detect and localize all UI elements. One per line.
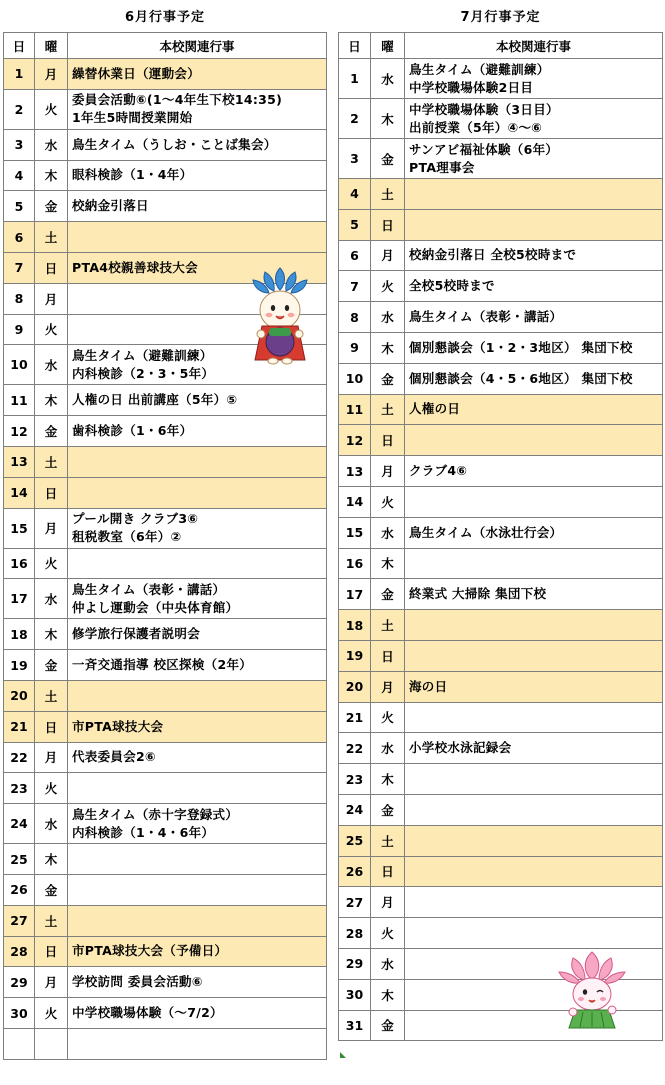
weekday-cell: 月	[371, 887, 405, 918]
event-text: 仲よし運動会（中央体育館）	[72, 599, 239, 615]
table-row	[4, 680, 327, 711]
events-cell	[405, 179, 663, 210]
event-text: 校納金引落日	[72, 198, 149, 214]
events-cell	[405, 702, 663, 733]
table-row	[339, 394, 663, 425]
day-cell: 8	[339, 302, 371, 333]
table-row	[339, 733, 663, 764]
day-cell: 22	[339, 733, 371, 764]
day-cell: 13	[4, 446, 35, 477]
weekday-cell: 土	[371, 610, 405, 641]
day-cell: 23	[4, 773, 35, 804]
day-cell: 30	[4, 998, 35, 1029]
weekday-cell: 木	[35, 844, 68, 875]
event-text: 内科検診（1・4・6年）	[72, 824, 215, 840]
event-text: 市PTA球技大会（予備日）	[72, 943, 228, 959]
events-cell	[405, 59, 663, 99]
day-cell: 10	[339, 363, 371, 394]
weekday-cell: 金	[35, 416, 68, 447]
weekday-cell: 日	[35, 252, 68, 283]
event-text: 個別懇談会（4・5・6地区） 集団下校	[409, 370, 633, 386]
event-text: 終業式 大掃除 集団下校	[409, 586, 547, 602]
events-cell	[405, 99, 663, 139]
day-cell: 13	[339, 456, 371, 487]
table-row	[4, 967, 327, 998]
day-cell: 12	[339, 425, 371, 456]
weekday-cell: 日	[371, 209, 405, 240]
weekday-cell: 金	[371, 139, 405, 179]
day-cell: 18	[339, 610, 371, 641]
events-cell	[405, 456, 663, 487]
events-cell	[405, 302, 663, 333]
day-cell: 18	[4, 619, 35, 650]
event-text: 鳥生タイム（うしお・ことば集会）	[72, 136, 277, 152]
events-cell	[68, 967, 327, 998]
weekday-cell: 日	[371, 640, 405, 671]
events-cell	[68, 619, 327, 650]
july-table	[338, 32, 663, 1041]
weekday-cell: 金	[371, 579, 405, 610]
events-cell	[68, 129, 327, 160]
weekday-cell: 土	[371, 825, 405, 856]
weekday-cell: 木	[35, 160, 68, 191]
events-cell	[68, 936, 327, 967]
table-row	[339, 179, 663, 210]
event-text: 修学旅行保護者説明会	[72, 626, 201, 642]
day-cell: 4	[339, 179, 371, 210]
table-row	[4, 416, 327, 447]
day-cell: 14	[4, 477, 35, 508]
table-row	[4, 905, 327, 936]
events-cell	[68, 1028, 327, 1059]
weekday-cell: 水	[35, 804, 68, 844]
weekday-cell: 火	[371, 271, 405, 302]
table-row	[4, 650, 327, 681]
event-text: 鳥生タイム（水泳壮行会）	[409, 524, 563, 540]
weekday-cell: 土	[371, 179, 405, 210]
june-title: 6月行事予定	[124, 10, 206, 25]
events-cell	[405, 486, 663, 517]
table-row	[4, 446, 327, 477]
event-text: PTA理事会	[409, 159, 475, 175]
event-text: 人権の日 出前講座（5年）⑤	[72, 392, 238, 408]
day-cell: 9	[4, 314, 35, 345]
day-cell: 21	[339, 702, 371, 733]
day-cell: 20	[339, 671, 371, 702]
table-row	[339, 486, 663, 517]
event-text: プール開き クラブ3⑥	[72, 511, 199, 527]
weekday-cell: 金	[35, 874, 68, 905]
weekday-cell: 水	[35, 579, 68, 619]
day-cell: 17	[4, 579, 35, 619]
events-cell	[68, 385, 327, 416]
weekday-cell: 水	[35, 129, 68, 160]
events-cell	[68, 874, 327, 905]
day-cell: 30	[339, 979, 371, 1010]
day-cell: 26	[4, 874, 35, 905]
table-row	[4, 89, 327, 129]
event-text: 海の日	[409, 678, 448, 694]
weekday-cell: 火	[35, 773, 68, 804]
table-row	[4, 742, 327, 773]
weekday-cell: 月	[35, 742, 68, 773]
events-cell	[405, 825, 663, 856]
day-cell: 8	[4, 283, 35, 314]
june-schedule	[3, 4, 327, 1060]
table-row	[339, 517, 663, 548]
event-text: 鳥生タイム（表彰・講話）	[409, 309, 563, 325]
weekday-cell	[35, 1028, 68, 1059]
day-cell: 27	[339, 887, 371, 918]
day-cell: 9	[339, 332, 371, 363]
day-cell: 2	[339, 99, 371, 139]
day-cell: 29	[339, 948, 371, 979]
events-cell	[405, 209, 663, 240]
events-cell	[405, 671, 663, 702]
day-cell: 1	[4, 59, 35, 90]
table-row	[339, 363, 663, 394]
weekday-cell: 土	[35, 222, 68, 253]
event-text: 中学校職場体験（～7/2）	[72, 1005, 223, 1021]
day-cell: 16	[339, 548, 371, 579]
table-row	[4, 619, 327, 650]
table-row	[4, 773, 327, 804]
table-row	[339, 610, 663, 641]
event-text: 鳥生タイム（表彰・講話）	[72, 581, 226, 597]
events-cell	[68, 680, 327, 711]
events-cell	[405, 332, 663, 363]
events-cell	[68, 416, 327, 447]
events-cell	[68, 59, 327, 90]
event-text: 鳥生タイム（避難訓練）	[72, 347, 213, 363]
weekday-cell: 金	[371, 363, 405, 394]
weekday-cell: 木	[35, 385, 68, 416]
day-cell: 25	[339, 825, 371, 856]
day-cell: 11	[4, 385, 35, 416]
table-row	[339, 99, 663, 139]
event-text: 小学校水泳記録会	[409, 740, 512, 756]
events-cell	[68, 804, 327, 844]
table-row	[4, 998, 327, 1029]
events-cell	[405, 764, 663, 795]
day-cell: 25	[4, 844, 35, 875]
weekday-cell: 月	[35, 59, 68, 90]
weekday-cell: 木	[371, 764, 405, 795]
events-cell	[405, 856, 663, 887]
weekday-cell: 水	[371, 302, 405, 333]
event-text: 鳥生タイム（避難訓練）	[409, 61, 550, 77]
july-rows	[339, 59, 663, 1041]
event-text: 中学校職場体験（3日目）	[409, 101, 559, 117]
events-cell	[405, 548, 663, 579]
weekday-cell: 日	[35, 477, 68, 508]
weekday-cell: 火	[371, 918, 405, 949]
events-cell	[405, 733, 663, 764]
weekday-cell: 月	[371, 671, 405, 702]
table-row	[4, 477, 327, 508]
table-row	[4, 59, 327, 90]
weekday-cell: 金	[35, 650, 68, 681]
event-text: 委員会活動⑥(1～4年生下校14:35)	[72, 92, 283, 108]
event-text: 個別懇談会（1・2・3地区） 集団下校	[409, 339, 633, 355]
table-row	[339, 671, 663, 702]
event-text: 眼科検診（1・4年）	[72, 167, 193, 183]
table-row	[339, 702, 663, 733]
day-cell: 15	[339, 517, 371, 548]
table-row	[4, 508, 327, 548]
events-cell	[68, 477, 327, 508]
events-cell	[68, 191, 327, 222]
table-row	[339, 825, 663, 856]
weekday-cell: 木	[371, 99, 405, 139]
events-cell	[405, 887, 663, 918]
events-cell	[405, 640, 663, 671]
day-cell: 29	[4, 967, 35, 998]
day-cell: 24	[339, 794, 371, 825]
event-text: 代表委員会2⑥	[72, 749, 156, 765]
table-row	[339, 794, 663, 825]
event-text: 出前授業（5年）④～⑥	[409, 119, 543, 135]
day-cell: 7	[339, 271, 371, 302]
june-header-day: 日	[4, 33, 35, 59]
weekday-cell: 土	[35, 905, 68, 936]
event-text: 繰替休業日（運動会）	[72, 65, 201, 81]
table-row	[339, 240, 663, 271]
day-cell: 16	[4, 548, 35, 579]
weekday-cell: 日	[35, 936, 68, 967]
table-row	[339, 856, 663, 887]
table-row	[4, 1028, 327, 1059]
table-row	[339, 139, 663, 179]
events-cell	[405, 517, 663, 548]
events-cell	[68, 160, 327, 191]
weekday-cell: 水	[371, 517, 405, 548]
weekday-cell: 水	[35, 345, 68, 385]
day-cell: 3	[339, 139, 371, 179]
day-cell	[4, 1028, 35, 1059]
events-cell	[405, 794, 663, 825]
event-text: 学校訪問 委員会活動⑥	[72, 974, 203, 990]
weekday-cell: 水	[371, 59, 405, 99]
table-row	[339, 764, 663, 795]
day-cell: 4	[4, 160, 35, 191]
day-cell: 15	[4, 508, 35, 548]
event-text: 全校5校時まで	[409, 278, 495, 294]
weekday-cell: 火	[35, 89, 68, 129]
event-text: 内科検診（2・3・5年）	[72, 365, 215, 381]
events-cell	[68, 548, 327, 579]
table-row	[339, 59, 663, 99]
table-row	[4, 874, 327, 905]
event-text: 1年生5時間授業開始	[72, 110, 193, 126]
day-cell: 27	[4, 905, 35, 936]
july-title: 7月行事予定	[460, 10, 541, 25]
events-cell	[68, 844, 327, 875]
events-cell	[405, 579, 663, 610]
events-cell	[405, 363, 663, 394]
events-cell	[405, 425, 663, 456]
events-cell	[68, 650, 327, 681]
event-text: 校納金引落日 全校5校時まで	[409, 247, 577, 263]
events-cell	[68, 446, 327, 477]
june-table	[3, 32, 327, 1060]
day-cell: 19	[4, 650, 35, 681]
july-schedule	[338, 4, 663, 1041]
day-cell: 10	[4, 345, 35, 385]
weekday-cell: 木	[371, 979, 405, 1010]
table-row	[339, 209, 663, 240]
events-cell	[68, 998, 327, 1029]
weekday-cell: 火	[35, 998, 68, 1029]
blue-flower-mascot-icon	[247, 264, 313, 368]
weekday-cell: 土	[371, 394, 405, 425]
events-cell	[68, 905, 327, 936]
weekday-cell: 土	[35, 680, 68, 711]
table-row	[339, 302, 663, 333]
june-header-events: 本校関連行事	[68, 33, 327, 59]
event-text: 中学校職場体験2日目	[409, 79, 534, 95]
weekday-cell: 日	[371, 856, 405, 887]
day-cell: 31	[339, 1010, 371, 1041]
table-row	[339, 548, 663, 579]
day-cell: 22	[4, 742, 35, 773]
day-cell: 5	[4, 191, 35, 222]
event-text: 一斉交通指導 校区探検（2年）	[72, 657, 253, 673]
table-row	[4, 804, 327, 844]
day-cell: 23	[339, 764, 371, 795]
weekday-cell: 月	[35, 508, 68, 548]
event-text: 鳥生タイム（赤十字登録式）	[72, 806, 239, 822]
events-cell	[405, 610, 663, 641]
event-text: 歯科検診（1・6年）	[72, 423, 193, 439]
table-row	[4, 222, 327, 253]
weekday-cell: 火	[35, 548, 68, 579]
table-row	[4, 579, 327, 619]
day-cell: 12	[4, 416, 35, 447]
weekday-cell: 月	[35, 967, 68, 998]
july-header-events: 本校関連行事	[405, 33, 663, 59]
events-cell	[68, 711, 327, 742]
day-cell: 17	[339, 579, 371, 610]
event-text: サンアビ福祉体験（6年）	[409, 141, 559, 157]
day-cell: 7	[4, 252, 35, 283]
day-cell: 2	[4, 89, 35, 129]
day-cell: 3	[4, 129, 35, 160]
pink-flower-mascot-icon	[553, 950, 631, 1032]
weekday-cell: 日	[371, 425, 405, 456]
events-cell	[68, 579, 327, 619]
weekday-cell: 木	[371, 332, 405, 363]
july-header-day: 日	[339, 33, 371, 59]
weekday-cell: 水	[371, 733, 405, 764]
table-row	[339, 918, 663, 949]
weekday-cell: 木	[371, 548, 405, 579]
table-row	[4, 844, 327, 875]
weekday-cell: 火	[371, 486, 405, 517]
day-cell: 28	[4, 936, 35, 967]
july-header-weekday: 曜	[371, 33, 405, 59]
table-row	[4, 129, 327, 160]
table-row	[4, 548, 327, 579]
day-cell: 6	[339, 240, 371, 271]
weekday-cell: 日	[35, 711, 68, 742]
event-text: 市PTA球技大会	[72, 718, 164, 734]
june-header-weekday: 曜	[35, 33, 68, 59]
weekday-cell: 水	[371, 948, 405, 979]
weekday-cell: 金	[371, 1010, 405, 1041]
table-row	[339, 640, 663, 671]
weekday-cell: 木	[35, 619, 68, 650]
table-row	[4, 160, 327, 191]
events-cell	[68, 508, 327, 548]
weekday-cell: 土	[35, 446, 68, 477]
weekday-cell: 火	[371, 702, 405, 733]
day-cell: 1	[339, 59, 371, 99]
table-row	[4, 385, 327, 416]
day-cell: 11	[339, 394, 371, 425]
table-row	[4, 191, 327, 222]
weekday-cell: 月	[35, 283, 68, 314]
table-row	[339, 456, 663, 487]
day-cell: 21	[4, 711, 35, 742]
events-cell	[405, 271, 663, 302]
events-cell	[405, 394, 663, 425]
table-row	[339, 425, 663, 456]
events-cell	[68, 89, 327, 129]
day-cell: 28	[339, 918, 371, 949]
cell-corner-mark	[340, 1052, 346, 1058]
events-cell	[405, 139, 663, 179]
table-row	[339, 271, 663, 302]
table-row	[339, 579, 663, 610]
event-text: PTA4校親善球技大会	[72, 259, 198, 275]
table-row	[339, 887, 663, 918]
day-cell: 20	[4, 680, 35, 711]
event-text: 人権の日	[409, 401, 461, 417]
event-text: クラブ4⑥	[409, 463, 468, 479]
june-rows	[4, 59, 327, 1060]
weekday-cell: 金	[35, 191, 68, 222]
day-cell: 5	[339, 209, 371, 240]
weekday-cell: 月	[371, 240, 405, 271]
events-cell	[68, 222, 327, 253]
table-row	[4, 936, 327, 967]
weekday-cell: 金	[371, 794, 405, 825]
event-text: 租税教室（6年）②	[72, 529, 182, 545]
weekday-cell: 月	[371, 456, 405, 487]
day-cell: 19	[339, 640, 371, 671]
day-cell: 14	[339, 486, 371, 517]
events-cell	[405, 918, 663, 949]
events-cell	[405, 240, 663, 271]
day-cell: 24	[4, 804, 35, 844]
table-row	[339, 332, 663, 363]
day-cell: 26	[339, 856, 371, 887]
events-cell	[68, 742, 327, 773]
table-row	[4, 711, 327, 742]
weekday-cell: 火	[35, 314, 68, 345]
day-cell: 6	[4, 222, 35, 253]
events-cell	[68, 773, 327, 804]
